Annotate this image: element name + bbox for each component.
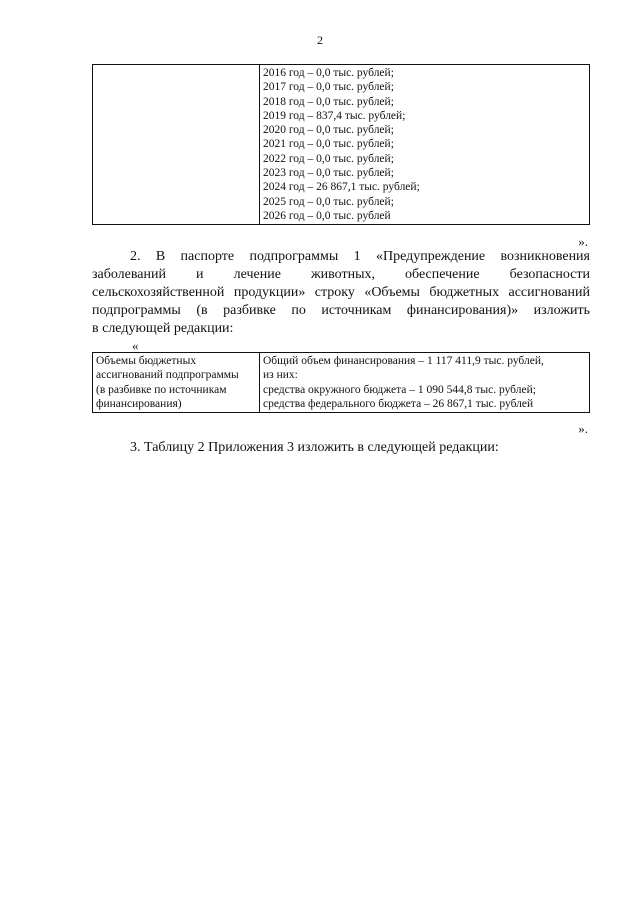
- table-row: [93, 65, 590, 225]
- year-line: 2020 год – 0,0 тыс. рублей;: [263, 124, 394, 137]
- paragraph-line: 2. В паспорте подпрограммы 1 «Предупреждение возникновения: [130, 249, 590, 264]
- item-2-paragraph: [92, 248, 590, 338]
- label-line: финансирования): [96, 397, 182, 410]
- year-line: 2025 год – 0,0 тыс. рублей;: [263, 195, 394, 208]
- label-line: ассигнований подпрограммы: [96, 369, 239, 382]
- year-line: 2021 год – 0,0 тыс. рублей;: [263, 138, 394, 151]
- year-line: 2022 год – 0,0 тыс. рублей;: [263, 152, 394, 165]
- year-line: 2023 год – 0,0 тыс. рублей;: [263, 167, 394, 180]
- year-line: 2017 год – 0,0 тыс. рублей;: [263, 81, 394, 94]
- label-line: Объемы бюджетных: [96, 355, 197, 367]
- year-line: 2024 год – 26 867,1 тыс. рублей;: [263, 181, 420, 194]
- paragraph-line: сельскохозяйственной продукции» строку «Объемы бюджетных ассигнований: [92, 285, 590, 300]
- funding-by-year-table: [92, 64, 590, 225]
- table-row: [93, 353, 590, 413]
- opening-quote: «: [132, 338, 139, 353]
- value-line: средства федерального бюджета – 26 867,1 тыс. рублей: [263, 397, 534, 410]
- value-line: Общий объем финансирования – 1 117 411,9 тыс. рублей,: [263, 355, 544, 367]
- passport-table: [92, 352, 590, 413]
- value-line: из них:: [263, 369, 298, 382]
- table-cell-empty: [93, 65, 260, 225]
- closing-quote: ».: [578, 421, 588, 436]
- paragraph-line: подпрограммы (в разбивке по источникам финансирования)» изложить: [92, 303, 590, 318]
- year-line: 2018 год – 0,0 тыс. рублей;: [263, 95, 394, 108]
- closing-quote: ».: [578, 234, 588, 249]
- value-line: средства окружного бюджета – 1 090 544,8 тыс. рублей;: [263, 383, 536, 396]
- table-cell-label: [93, 353, 260, 413]
- table-cell-years: [260, 65, 590, 225]
- year-line: 2016 год – 0,0 тыс. рублей;: [263, 67, 394, 79]
- label-line: (в разбивке по источникам: [96, 383, 227, 396]
- paragraph-line: заболеваний и лечение животных, обеспечение безопасности: [92, 267, 590, 282]
- year-line: 2026 год – 0,0 тыс. рублей: [263, 209, 391, 222]
- page-number: 2: [317, 33, 323, 47]
- table-cell-value: [260, 353, 590, 413]
- year-line: 2019 год – 837,4 тыс. рублей;: [263, 109, 406, 122]
- paragraph-line: в следующей редакции:: [92, 321, 234, 336]
- item-3-paragraph: 3. Таблицу 2 Приложения 3 изложить в следующей редакции:: [130, 440, 499, 455]
